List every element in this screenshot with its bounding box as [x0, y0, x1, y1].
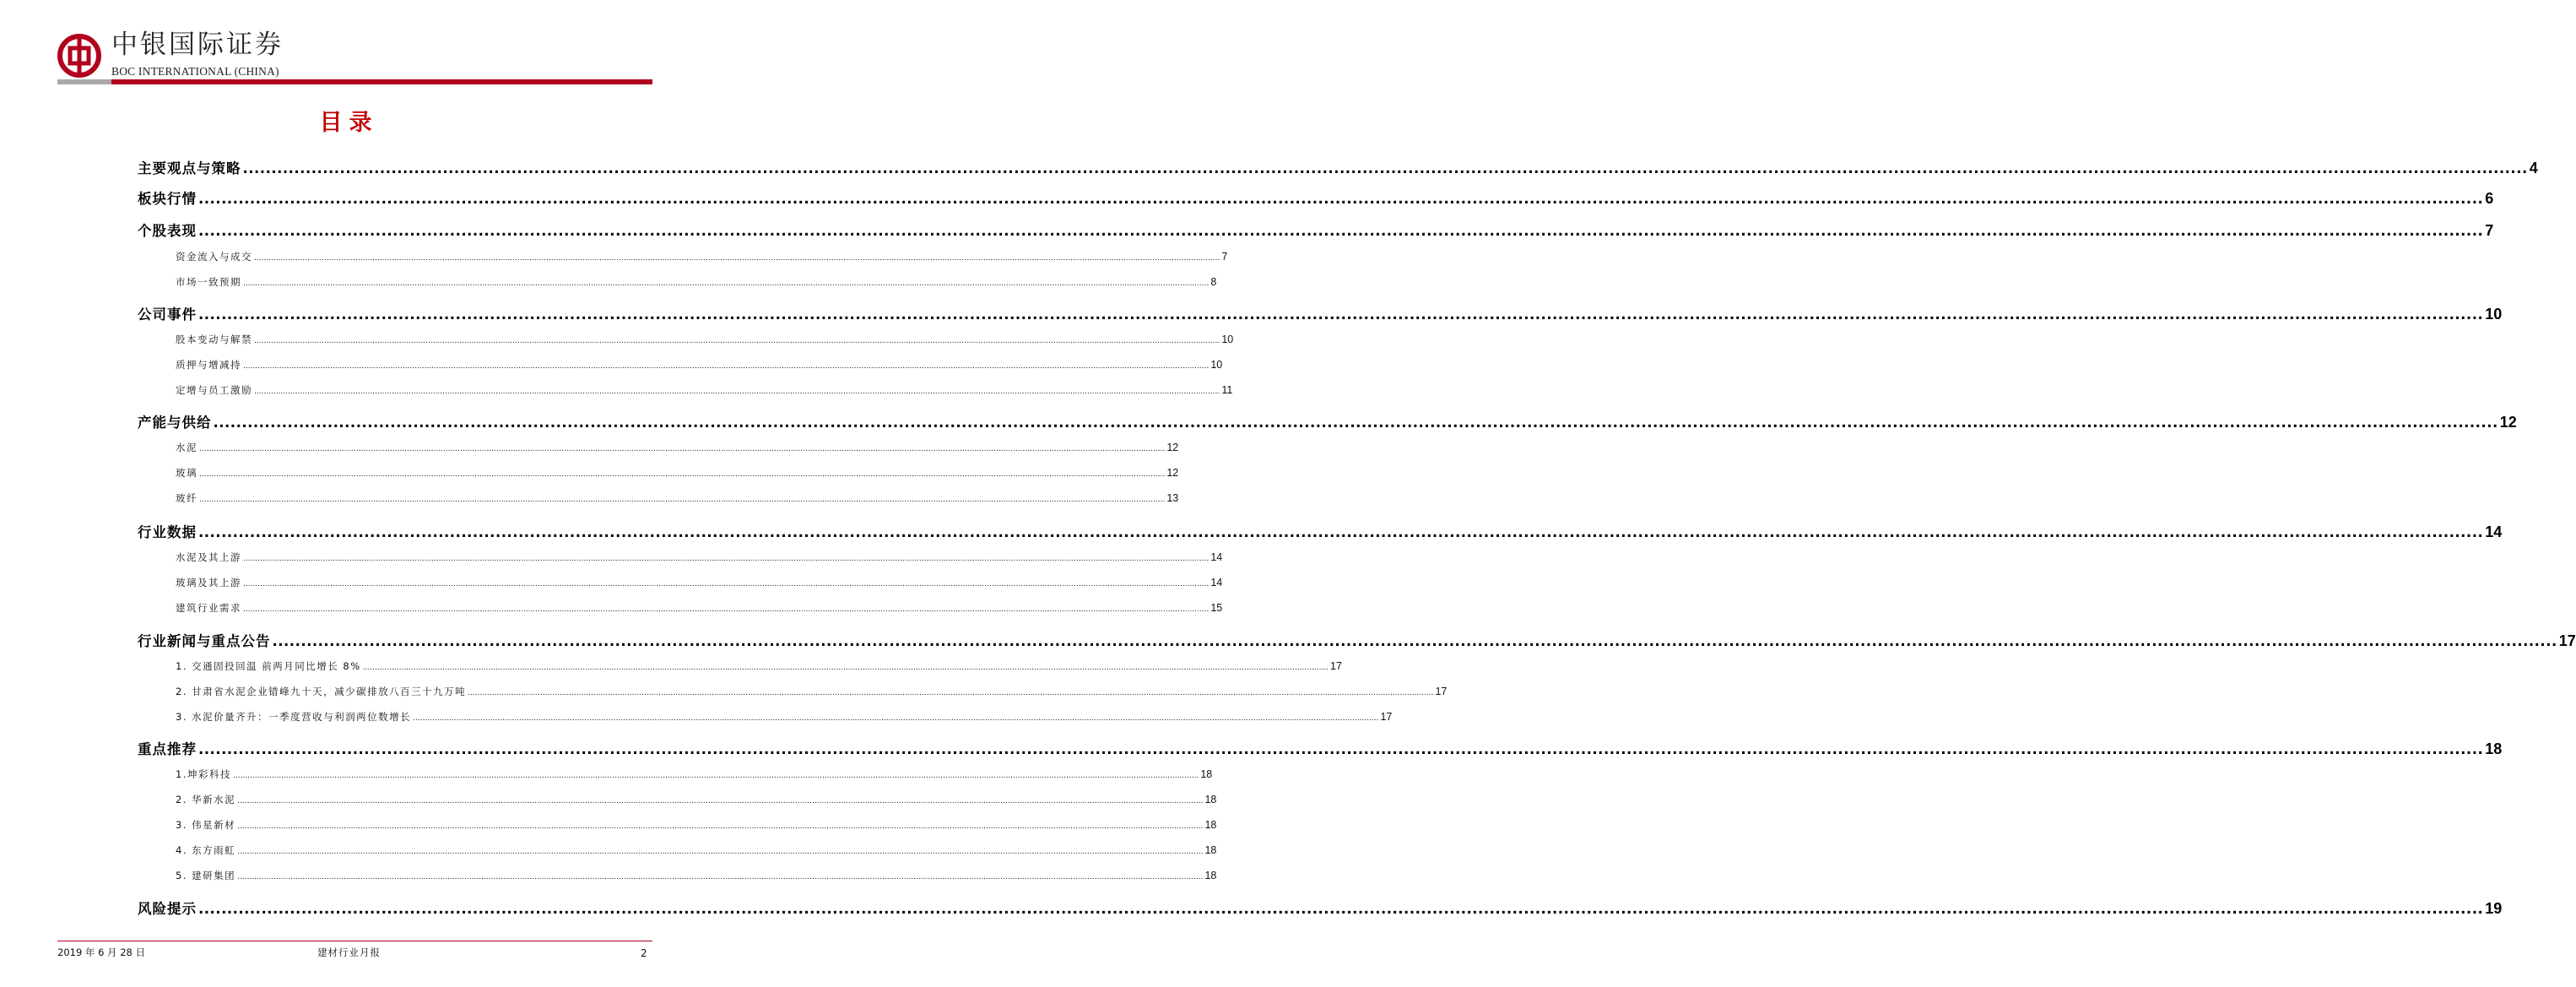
footer-page-number: 2 [641, 947, 647, 959]
toc-entry-page: 14 [2485, 523, 2503, 540]
toc-entry-page: 10 [1221, 334, 1234, 345]
toc-leader-dots: ................................................................................................................................................................................................................................................................................................................................................................................................................ [237, 822, 1204, 831]
toc-entry-level2[interactable] [176, 710, 1393, 724]
toc-entry-page: 7 [1221, 251, 1228, 263]
toc-leader-dots: ................................................................................................................................................................................................................................................................................................................................................................................................................ [243, 605, 1210, 614]
toc-entry-page: 17 [1380, 711, 1393, 723]
toc-leader-dots: ................................................................................................................................................................................................................................................................................................................................................................................................................ [243, 362, 1210, 371]
toc-entry-level2[interactable] [176, 491, 1179, 505]
toc-leader-dots: ................................................................................................................................................................................................................................................................................................................................................................................................................ [413, 714, 1379, 723]
toc-entry-label: 玻璃 [176, 467, 198, 479]
toc-entry-level1[interactable] [138, 630, 2576, 650]
toc-entry-label: 玻璃及其上游 [176, 577, 241, 588]
toc-entry-level1[interactable] [138, 157, 2538, 177]
toc-entry-label: 水泥及其上游 [176, 551, 241, 563]
toc-entry-label: 2. 华新水泥 [176, 794, 236, 805]
toc-entry-level1[interactable] [138, 303, 2503, 323]
toc-leader-dots: ................................................................................................................................................................................................................................................................................................................................................................................................................ [362, 664, 1329, 672]
toc-entry-level1[interactable] [138, 898, 2503, 918]
toc-entry-label: 风险提示 [138, 901, 197, 917]
toc-entry-level2[interactable] [176, 441, 1179, 454]
toc-entry-label: 个股表现 [138, 223, 197, 239]
toc-entry-label: 主要观点与策略 [138, 160, 241, 176]
toc-entry-level2[interactable] [176, 659, 1342, 673]
toc-entry-page: 18 [1204, 870, 1217, 881]
toc-entry-page: 18 [2485, 740, 2503, 757]
toc-entry-label: 股本变动与解禁 [176, 334, 252, 345]
toc-leader-dots: ................................................................................................................................................................................................................................................................................................................................................................................................................ [254, 337, 1220, 345]
toc-entry-level1[interactable] [138, 220, 2494, 240]
toc-entry-page: 17 [1435, 686, 1448, 697]
toc-entry-level2[interactable] [176, 685, 1448, 698]
toc-entry-page: 14 [1210, 577, 1223, 588]
toc-entry-page: 12 [1166, 467, 1179, 479]
toc-entry-page: 8 [1210, 276, 1217, 288]
toc-entry-label: 水泥 [176, 442, 198, 453]
toc-leader-dots: ................................................................................................................................................................................................................................................................................................................................................................................................................ [213, 415, 2498, 431]
toc-entry-page: 18 [1200, 768, 1213, 780]
footer-report-title: 建材行业月报 [317, 946, 381, 958]
toc-leader-dots: ................................................................................................................................................................................................................................................................................................................................................................................................................ [468, 689, 1434, 697]
toc-entry-page: 18 [1204, 794, 1217, 805]
toc-entry-page: 12 [1166, 442, 1179, 453]
toc-entry-level2[interactable] [176, 793, 1217, 806]
toc-entry-level2[interactable] [176, 601, 1223, 615]
toc-entry-level1[interactable] [138, 187, 2494, 208]
toc-entry-page: 18 [1204, 819, 1217, 831]
toc-entry-label: 5. 建研集团 [176, 870, 236, 881]
toc-entry-level2[interactable] [176, 576, 1223, 589]
toc-leader-dots: ................................................................................................................................................................................................................................................................................................................................................................................................................ [237, 848, 1204, 856]
toc-entry-level2[interactable] [176, 869, 1217, 882]
toc-leader-dots: ................................................................................................................................................................................................................................................................................................................................................................................................................ [198, 901, 2484, 917]
toc-entry-label: 建筑行业需求 [176, 602, 241, 614]
toc-entry-level2[interactable] [176, 358, 1223, 371]
toc-entry-level2[interactable] [176, 333, 1234, 346]
toc-entry-label: 板块行情 [138, 191, 197, 207]
toc-leader-dots: ................................................................................................................................................................................................................................................................................................................................................................................................................ [254, 254, 1220, 263]
toc-entry-level2[interactable] [176, 843, 1217, 857]
toc-entry-page: 6 [2485, 190, 2494, 207]
toc-entry-label: 2. 甘肃省水泥企业错峰九十天，减少碳排放八百三十九万吨 [176, 686, 467, 697]
toc-entry-level2[interactable] [176, 250, 1228, 263]
toc-entry-page: 17 [1330, 660, 1342, 672]
toc-entry-page: 11 [1221, 384, 1233, 396]
toc-entry-label: 定增与员工激励 [176, 384, 252, 396]
toc-entry-page: 10 [2485, 306, 2503, 323]
toc-entry-label: 4. 东方雨虹 [176, 844, 236, 856]
toc-entry-page: 19 [2485, 900, 2503, 917]
toc-entry-page: 14 [1210, 551, 1223, 563]
toc-leader-dots: ................................................................................................................................................................................................................................................................................................................................................................................................................ [237, 873, 1204, 881]
toc-leader-dots: ................................................................................................................................................................................................................................................................................................................................................................................................................ [199, 470, 1166, 479]
toc-entry-level2[interactable] [176, 767, 1213, 781]
toc-entry-label: 1. 交通固投回温 前两月同比增长 8% [176, 660, 361, 672]
toc-entry-label: 资金流入与成交 [176, 251, 252, 263]
toc-entry-page: 12 [2499, 414, 2517, 431]
toc-leader-dots: ................................................................................................................................................................................................................................................................................................................................................................................................................ [198, 741, 2484, 757]
toc-leader-dots: ................................................................................................................................................................................................................................................................................................................................................................................................................ [272, 633, 2557, 649]
toc-leader-dots: ................................................................................................................................................................................................................................................................................................................................................................................................................ [254, 388, 1220, 396]
toc-entry-level1[interactable] [138, 738, 2503, 758]
toc-entry-level2[interactable] [176, 275, 1217, 289]
toc-entry-label: 1.坤彩科技 [176, 768, 231, 780]
toc-entry-page: 10 [1210, 359, 1223, 371]
toc-entry-label: 公司事件 [138, 306, 197, 323]
toc-leader-dots: ................................................................................................................................................................................................................................................................................................................................................................................................................ [198, 524, 2484, 540]
toc-leader-dots: ................................................................................................................................................................................................................................................................................................................................................................................................................ [198, 223, 2484, 239]
toc-leader-dots: ................................................................................................................................................................................................................................................................................................................................................................................................................ [198, 191, 2484, 207]
toc-entry-label: 3. 水泥价量齐升：一季度营收与利润两位数增长 [176, 711, 412, 723]
toc-entry-page: 13 [1166, 492, 1179, 504]
toc-entry-page: 17 [2558, 632, 2576, 649]
toc-leader-dots: ................................................................................................................................................................................................................................................................................................................................................................................................................ [198, 306, 2484, 323]
toc-entry-level2[interactable] [176, 550, 1223, 564]
toc-entry-label: 市场一致预期 [176, 276, 241, 288]
toc-entry-level2[interactable] [176, 818, 1217, 832]
toc-entry-level2[interactable] [176, 383, 1233, 397]
toc-leader-dots: ................................................................................................................................................................................................................................................................................................................................................................................................................ [242, 160, 2528, 176]
toc-entry-label: 质押与增减持 [176, 359, 241, 371]
toc-leader-dots: ................................................................................................................................................................................................................................................................................................................................................................................................................ [199, 496, 1166, 504]
toc-title: 目录 [319, 110, 379, 136]
toc-entry-label: 产能与供给 [138, 415, 212, 431]
footer-date: 2019 年 6 月 28 日 [57, 946, 145, 958]
toc-entry-page: 4 [2529, 160, 2538, 176]
toc-entry-label: 重点推荐 [138, 741, 197, 757]
toc-leader-dots: ................................................................................................................................................................................................................................................................................................................................................................................................................ [199, 445, 1166, 453]
toc-entry-level1[interactable] [138, 411, 2517, 431]
toc-entry-page: 15 [1210, 602, 1223, 614]
toc-entry-label: 行业新闻与重点公告 [138, 633, 271, 649]
toc-leader-dots: ................................................................................................................................................................................................................................................................................................................................................................................................................ [243, 555, 1210, 563]
brand-name-cn: 中银国际证券 [111, 30, 284, 60]
toc-entry-level1[interactable] [138, 521, 2503, 541]
toc-entry-label: 行业数据 [138, 524, 197, 540]
toc-entry-label: 玻纤 [176, 492, 198, 504]
toc-leader-dots: ................................................................................................................................................................................................................................................................................................................................................................................................................ [243, 580, 1210, 588]
toc-leader-dots: ................................................................................................................................................................................................................................................................................................................................................................................................................ [237, 797, 1204, 805]
toc-entry-level2[interactable] [176, 466, 1179, 480]
toc-entry-label: 3. 伟星新材 [176, 819, 236, 831]
brand-name-en: BOC INTERNATIONAL (CHINA) [111, 65, 279, 78]
toc-entry-page: 7 [2485, 222, 2494, 239]
toc-leader-dots: ................................................................................................................................................................................................................................................................................................................................................................................................................ [243, 279, 1210, 288]
toc-leader-dots: ................................................................................................................................................................................................................................................................................................................................................................................................................ [232, 772, 1199, 780]
toc-entry-page: 18 [1204, 844, 1217, 856]
